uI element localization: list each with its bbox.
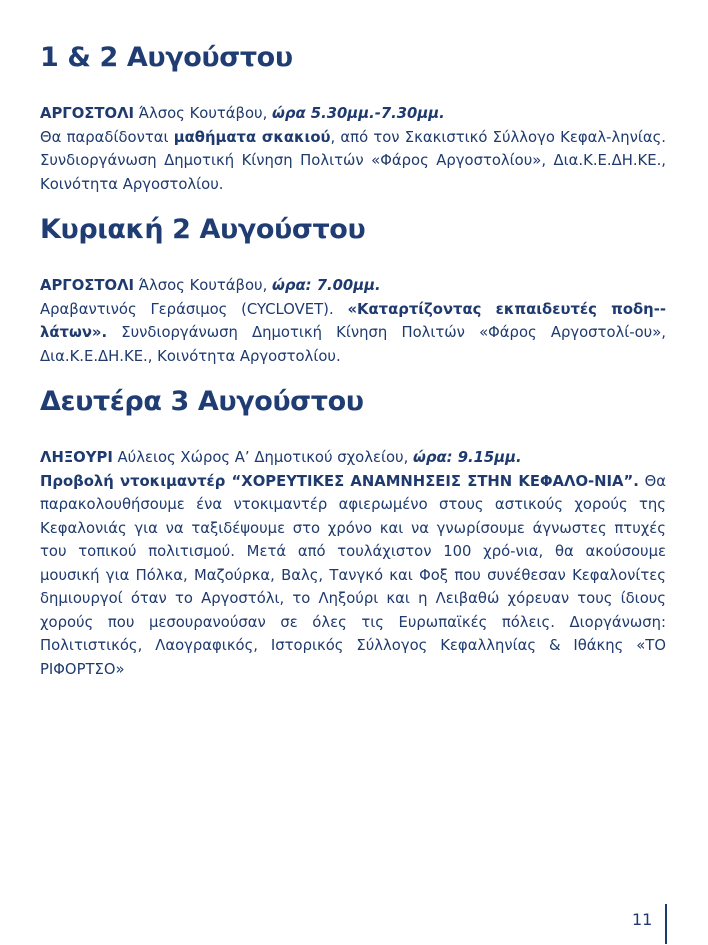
event-description: [40, 126, 666, 197]
event-time: ώρα: 9.15μμ.: [413, 449, 522, 466]
event-venue: Αύλειος Χώρος Α’ Δημοτικού σχολείου,: [112, 449, 414, 466]
event-venue: Άλσος Κουτάβου,: [134, 105, 273, 122]
event-place: ΛΗΞΟΥΡΙ: [40, 449, 113, 466]
section-heading: 1 & 2 Αυγούστου: [40, 42, 293, 73]
event-description: [40, 298, 666, 369]
event-section-2: [40, 210, 666, 368]
event-location-line: [40, 102, 666, 126]
event-details: [40, 102, 666, 196]
event-details: [40, 274, 666, 368]
description-rest: Θα παρακολουθήσουμε ένα ντοκιμαντέρ αφιερωμένο στους αστικούς χορούς της Κεφαλονιάς για να ταξιδέψουμε στο χρόνο και να γνωρίσουμε άγνωστες πτυχές του τοπικού πολιτισμού. Μετά από τουλάχιστον 100 χρό-νια, θα ακούσουμε μουσική για Πόλκα, Μαζούρκα, Βαλς, Τανγκό και Φοξ που συνέθεσαν Κεφαλονίτες δημιουργοί όταν το Αργοστόλι, το Ληξούρι και η Λειβαθώ χόρευαν τους ίδιους χορούς που μεσουρανούσαν σε όλες τις Ευρωπαϊκές πόλεις. Διοργάνωση: Πολιτιστικός, Λαογραφικός, Ιστορικός Σύλλογος Κεφαλληνίας & Ιθάκης «ΤΟ ΡΙΦΟΡΤΣΟ»: [40, 472, 667, 678]
description-highlight: μαθήματα σκακιού: [173, 128, 331, 146]
section-heading: Κυριακή 2 Αυγούστου: [40, 214, 366, 245]
event-location-line: [40, 446, 666, 470]
description-intro: Αραβαντινός Γεράσιμος (CYCLOVET).: [40, 300, 348, 318]
event-time: ώρα: 7.00μμ.: [272, 277, 381, 294]
event-location-line: [40, 274, 666, 298]
page-content: [40, 38, 666, 681]
page-number: 11: [632, 910, 653, 929]
event-section-3: [40, 382, 666, 681]
event-section-1: [40, 38, 666, 196]
description-highlight: Προβολή ντοκιμαντέρ “ΧΟΡΕΥΤΙΚΕΣ ΑΝΑΜΝΗΣΕΙΣ ΣΤΗΝ ΚΕΦΑΛΟ-ΝΙΑ”.: [40, 472, 639, 490]
description-highlight: «Καταρτίζοντας εκπαιδευτές ποδη-λάτων».: [40, 300, 666, 341]
event-description: [40, 470, 666, 682]
event-place: ΑΡΓΟΣΤΟΛΙ: [40, 105, 135, 122]
event-details: [40, 446, 666, 681]
section-heading: Δευτέρα 3 Αυγούστου: [40, 386, 364, 417]
page-number-rule: [665, 904, 667, 944]
description-intro: Θα παραδίδονται: [40, 128, 174, 146]
event-venue: Άλσος Κουτάβου,: [134, 277, 273, 294]
description-rest: , από τον Σκακιστικό Σύλλογο Κεφαλ-ληνίας. Συνδιοργάνωση Δημοτική Κίνηση Πολιτών «Φάρος Αργοστολίου», Δια.Κ.Ε.ΔΗ.ΚΕ., Κοινότητα Αργοστολίου.: [40, 128, 666, 193]
event-time: ώρα 5.30μμ.-7.30μμ.: [272, 105, 445, 122]
description-rest: Συνδιοργάνωση Δημοτική Κίνηση Πολιτών «Φάρος Αργοστολί-ου», Δια.Κ.Ε.ΔΗ.ΚΕ., Κοινότητα Αργοστολίου.: [40, 324, 666, 365]
event-place: ΑΡΓΟΣΤΟΛΙ: [40, 277, 135, 294]
